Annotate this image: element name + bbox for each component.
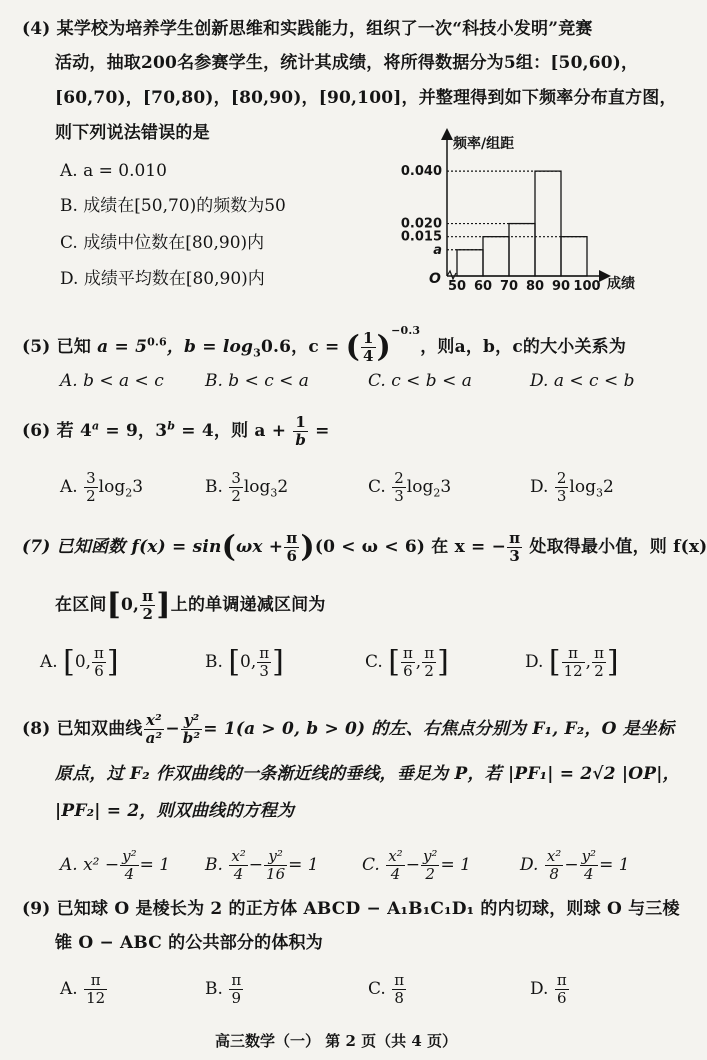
- q8-stem-line-2: 原点，过 F₂ 作双曲线的一条渐近线的垂线，垂足为 P，若 |PF₁| = 2√2 |OP|，: [55, 764, 680, 784]
- q6-option-d: D. $\frac{2}{3}$ $\log_32$: [530, 469, 614, 505]
- q7-option-c: C. [ $\frac{\pi}{6}$ , $\frac{\pi}{2}$ ]: [365, 644, 449, 680]
- q5-option-b: B. b < c < a: [205, 371, 309, 391]
- q7-option-b: B. [0, $\frac{\pi}{3}$ ]: [205, 644, 284, 680]
- q4-line-2: 活动，抽取200名参赛学生，统计其成绩，将所得数据分为5组：[50,60)，: [55, 53, 639, 73]
- q7-stem-line-2: 在区间[0, $\frac{\pi}{2}$ ]上的单调递减区间为: [55, 587, 326, 623]
- q8-option-b: B. $\frac{\text{x²}}{4}$ − $\frac{\text{y²}}{16}$ = 1: [205, 847, 319, 883]
- q9-option-d: D. $\frac{\pi}{6}$: [530, 971, 567, 1007]
- q5-suffix: ，则a，b，c的大小关系为: [420, 337, 627, 357]
- q7-inner: ωx +: [235, 537, 284, 557]
- q5-c-exp: −0.3: [391, 324, 421, 337]
- q4-line-1: (4) 某学校为培养学生创新思维和实践能力，组织了一次“科技小发明”竞赛: [22, 19, 593, 39]
- q6-suffix: =: [309, 421, 330, 441]
- q5-a-exp: 0.6: [147, 335, 167, 349]
- q8-option-a: A. x² − $\frac{\text{y²}}{4}$ = 1: [60, 847, 171, 883]
- bar-2: [509, 224, 535, 276]
- q5-prefix: (5) 已知: [22, 337, 92, 357]
- q9-option-b: B. $\frac{\pi}{9}$: [205, 971, 242, 1007]
- q6-b-exp: b: [167, 419, 176, 433]
- q5-stem: [22, 320, 626, 365]
- y-tick-label-2: 0.015: [400, 229, 442, 245]
- q4-option-d: D. 成绩平均数在[80,90)内: [60, 269, 265, 289]
- q5-option-d: D. a < c < b: [530, 371, 635, 391]
- q7-pi-over-3: $\frac{\pi}{3}$: [509, 529, 521, 565]
- q9-option-c: C. $\frac{\pi}{8}$: [368, 971, 405, 1007]
- q5-b-arg: 0.6，c =: [260, 337, 340, 357]
- x-tick-label-1: 60: [473, 279, 493, 294]
- bar-3: [535, 171, 561, 276]
- q4-line-3: [60,70)，[70,80)，[80,90)，[90,100]，并整理得到如下频率分布直方图，: [55, 88, 677, 108]
- q5-option-a: A. b < a < c: [60, 371, 164, 391]
- frequency-histogram: [395, 128, 640, 298]
- page-footer: 高三数学（一） 第 2 页（共 4 页）: [215, 1032, 457, 1050]
- q4-option-b: B. 成绩在[50,70)的频数为50: [60, 196, 286, 216]
- q7-cond: (0 < ω < 6) 在 x = −: [314, 537, 507, 557]
- q6-option-b: B. $\frac{3}{2}$ $\log_32$: [205, 469, 289, 505]
- q4-line-4: 则下列说法错误的是: [55, 123, 210, 143]
- origin-label: O: [429, 271, 441, 287]
- q5-a-def: a = 5: [97, 337, 148, 357]
- q8-option-d: D. $\frac{\text{x²}}{8}$ − $\frac{\text{y²}}{4}$ = 1: [520, 847, 630, 883]
- q7-stem-line-1: (7) 已知函数 f(x) = sin(ωx + $\frac{\pi}{6}$ )(0 < ω < 6) 在 x = − $\frac{\pi}{3}$ 处取得最小值，则 f(x): [22, 529, 707, 565]
- q5-b-base: 3: [253, 346, 261, 360]
- q7-option-d: D. [ $\frac{\pi}{12}$ , $\frac{\pi}{2}$ ]: [525, 644, 619, 680]
- q9-option-a: A. $\frac{\pi}{12}$: [60, 971, 106, 1007]
- x-tick-label-2: 70: [499, 279, 519, 294]
- q8-stem-line-3: |PF₂| = 2，则双曲线的方程为: [55, 801, 295, 821]
- q5-b-def: ，b = log: [166, 337, 254, 357]
- q8-option-c: C. $\frac{\text{x²}}{4}$ − $\frac{\text{y²}}{2}$ = 1: [362, 847, 471, 883]
- q6-fraction: $\frac{1}{b}$: [295, 413, 307, 449]
- q6-mid2: = 4，则 a +: [175, 421, 287, 441]
- q6-option-a: A. $\frac{3}{2}$ $\log_23$: [60, 469, 144, 505]
- q4-option-a: A. a = 0.010: [60, 161, 167, 181]
- bar-4: [561, 237, 587, 276]
- q7-pi-over-6: $\frac{\pi}{6}$: [286, 529, 298, 565]
- x-tick-label-5: 100: [573, 279, 601, 294]
- q9-stem-line-2: 锥 O − ABC 的公共部分的体积为: [55, 933, 323, 953]
- q9-stem-line-1: (9) 已知球 O 是棱长为 2 的正方体 ABCD − A₁B₁C₁D₁ 的内切球，则球 O 与三棱: [22, 899, 680, 919]
- q5-paren-close: ): [376, 329, 392, 365]
- q5-c-fraction: $\frac{1}{4}$: [363, 329, 374, 365]
- axis-break: [447, 271, 456, 279]
- q7-suffix: 处取得最小值，则 f(x): [523, 537, 707, 557]
- x-tick-label-4: 90: [551, 279, 571, 294]
- q6-option-c: C. $\frac{2}{3}$ $\log_23$: [368, 469, 452, 505]
- y-tick-label-0: 0.040: [400, 164, 442, 180]
- y-axis-label: 频率/组距: [453, 136, 515, 152]
- bar-1: [483, 237, 509, 276]
- q8-stem-line-1: (8) 已知双曲线 $\frac{\text{x²}}{\text{a²}}$ − $\frac{\text{y²}}{\text{b²}}$ = 1(a > 0, b > 0) 的左、右焦点分别为 F₁, F₂，O 是坐标: [22, 711, 675, 747]
- q6-a-exp: a: [91, 419, 100, 433]
- q7-prefix: (7) 已知函数 f(x) = sin: [22, 537, 222, 557]
- x-tick-label-0: 50: [447, 279, 467, 294]
- x-axis-label: 成绩: [607, 276, 635, 292]
- q6-mid: = 9，3: [99, 421, 168, 441]
- q4-option-c: C. 成绩中位数在[80,90)内: [60, 233, 265, 253]
- bar-0: [457, 250, 483, 276]
- q6-stem: [22, 414, 330, 449]
- y-tick-label-3: a: [433, 242, 442, 258]
- q5-option-c: C. c < b < a: [368, 371, 472, 391]
- x-tick-label-3: 80: [525, 279, 545, 294]
- q7-option-a: A. [0, $\frac{\pi}{6}$ ]: [40, 644, 119, 680]
- q5-paren-open: (: [345, 329, 361, 365]
- y-tick-label-1: 0.020: [400, 216, 442, 232]
- q6-prefix: (6) 若 4: [22, 421, 92, 441]
